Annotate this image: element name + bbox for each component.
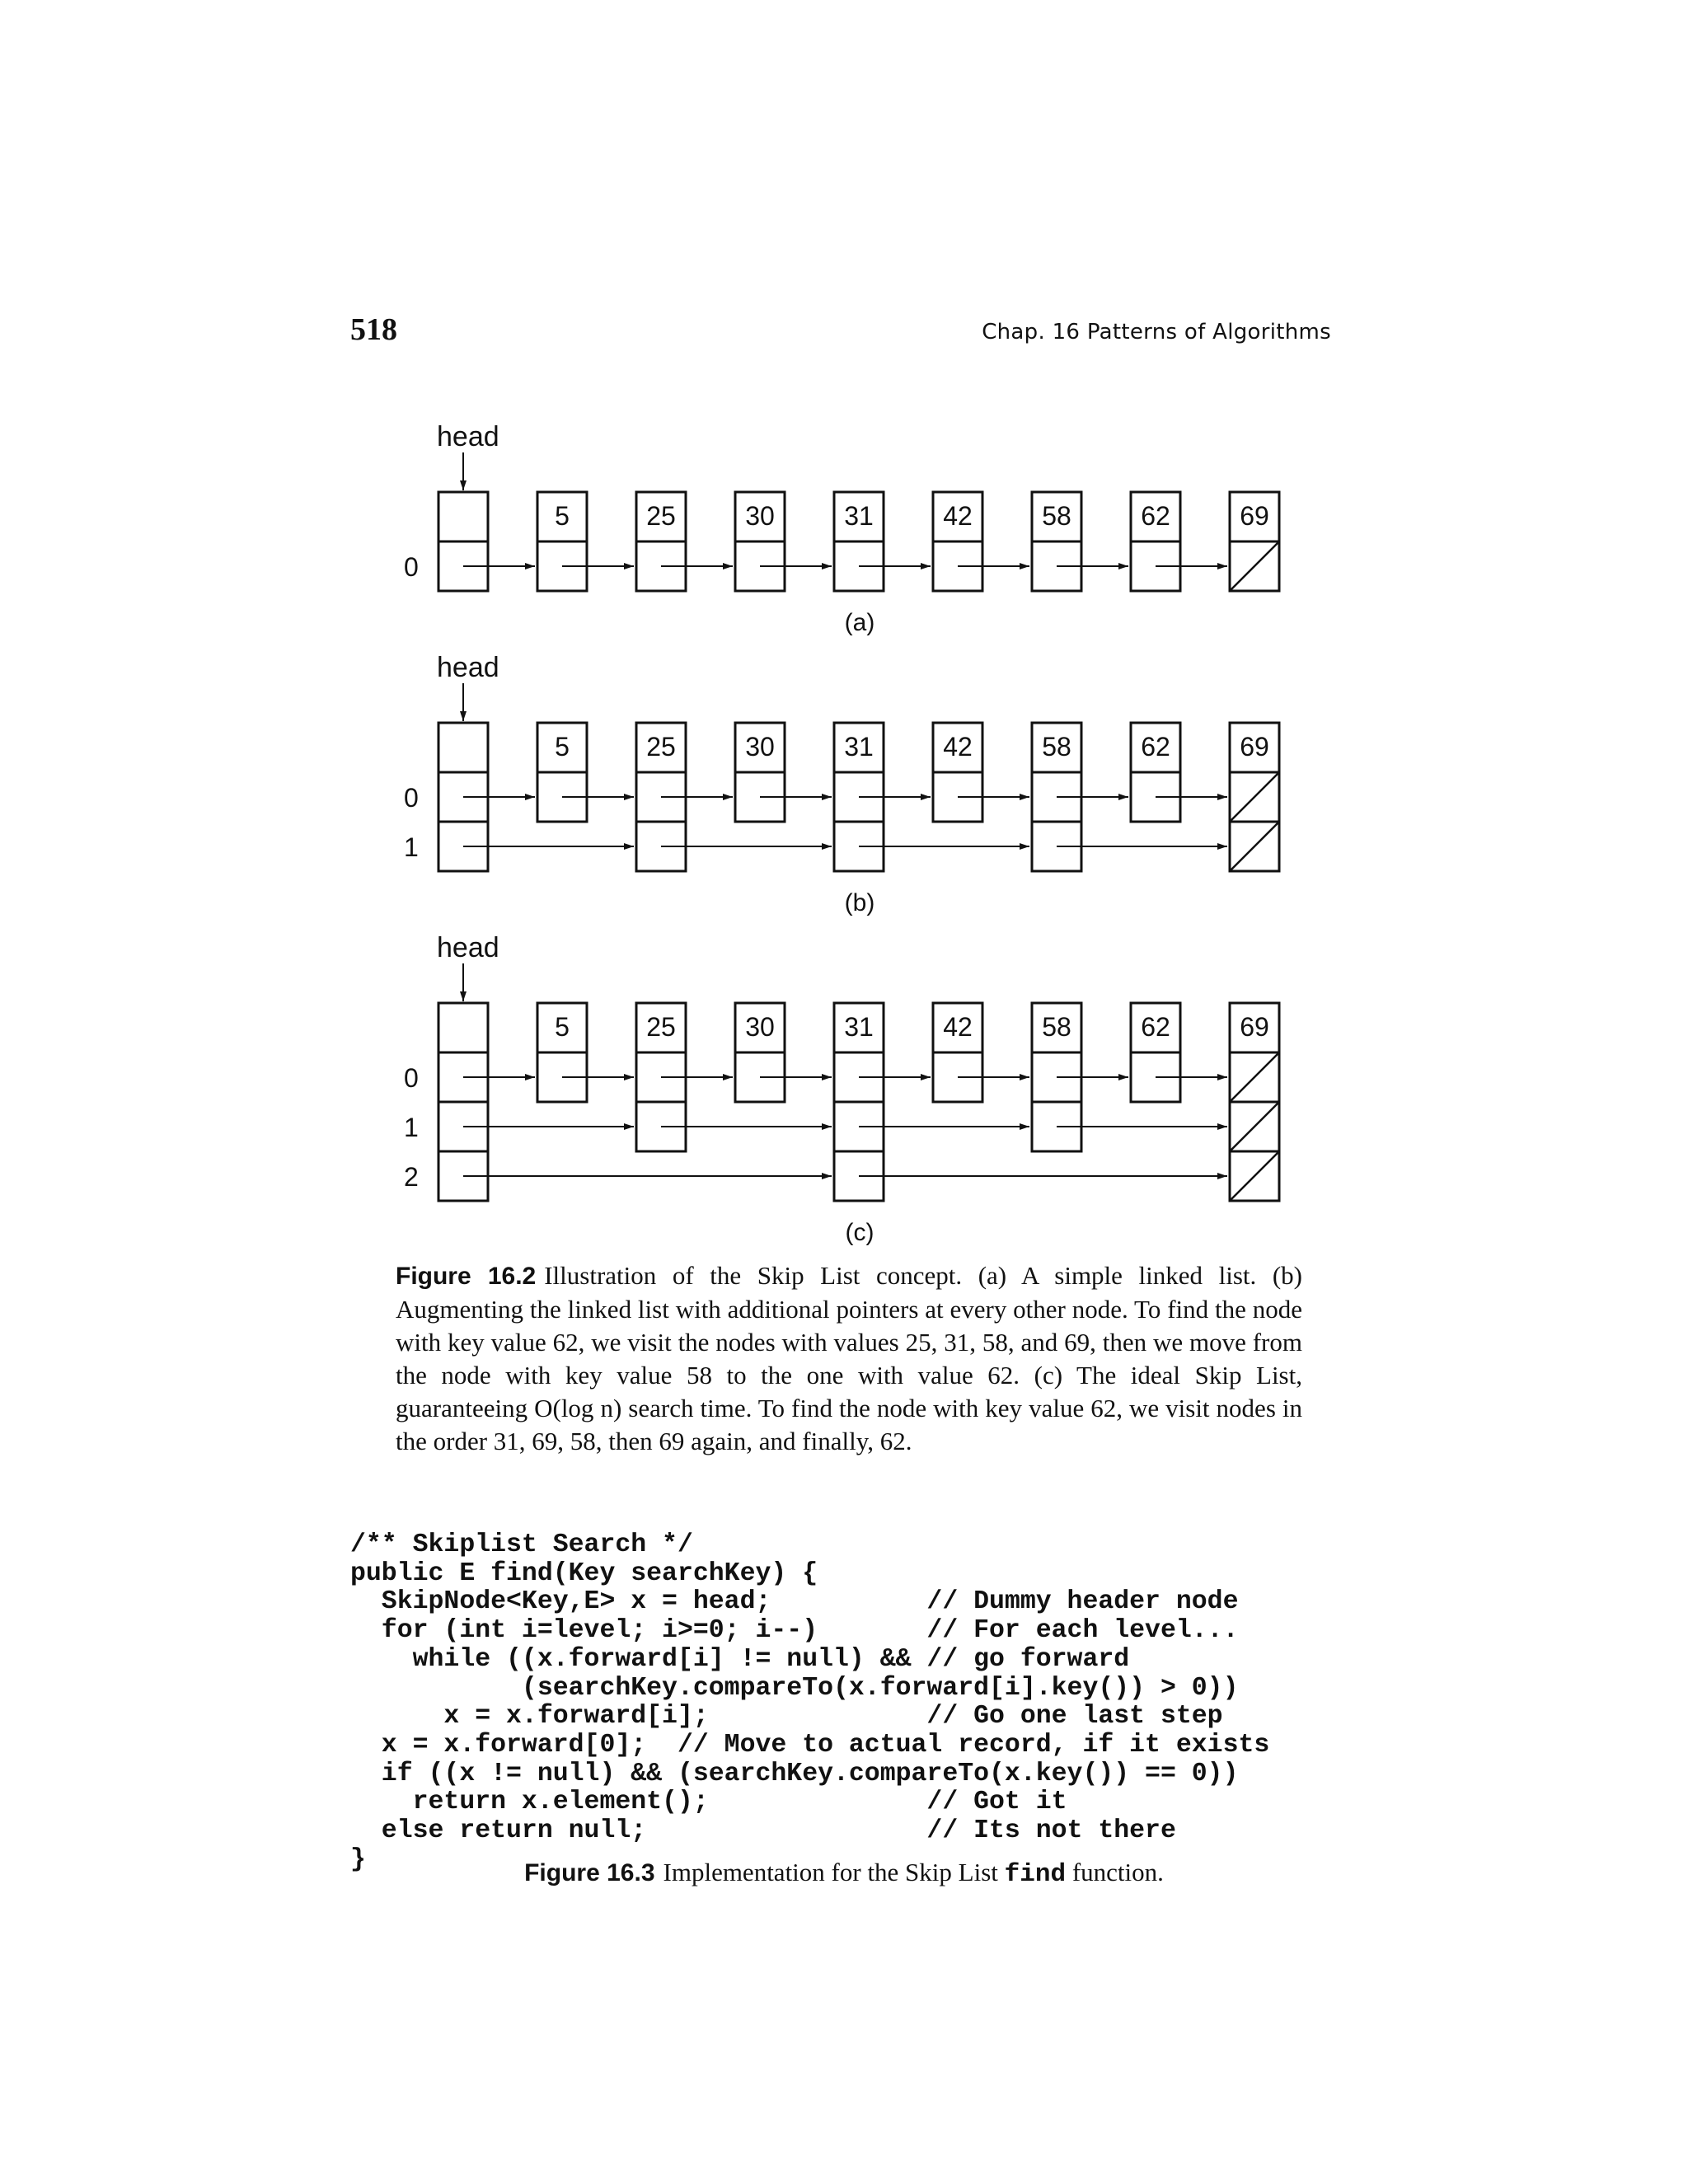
level-label: 1 bbox=[404, 1113, 419, 1142]
node-key: 31 bbox=[844, 732, 874, 762]
null-pointer-slash bbox=[1230, 541, 1279, 591]
panel-label: (b) bbox=[844, 889, 875, 916]
figure-16-2-label: Figure 16.2 bbox=[396, 1263, 537, 1290]
running-head: Chap. 16 Patterns of Algorithms bbox=[982, 320, 1331, 344]
node-key: 62 bbox=[1141, 501, 1170, 531]
panel-label: (a) bbox=[844, 609, 875, 636]
code-line: public E find(Key searchKey) { bbox=[350, 1558, 818, 1588]
node-key: 30 bbox=[745, 501, 775, 531]
level-label: 1 bbox=[404, 832, 419, 862]
code-line: x = x.forward[i]; // Go one last step bbox=[350, 1702, 1223, 1732]
head-node-key-cell bbox=[438, 492, 488, 541]
code-line: } bbox=[350, 1844, 366, 1874]
code-line: if ((x != null) && (searchKey.compareTo(x.key()) == 0)) bbox=[350, 1759, 1239, 1788]
function-name: find bbox=[1004, 1860, 1067, 1889]
caption-text-continued: search time. To find the node with key value 62, we visit nodes in the order 31, 69, 58, then 69 again, and finally, 62. bbox=[396, 1394, 1303, 1455]
head-node-key-cell bbox=[438, 1003, 488, 1052]
code-line: for (int i=level; i>=0; i--) // For each level... bbox=[350, 1616, 1239, 1646]
node-key: 58 bbox=[1042, 501, 1071, 531]
node-key: 31 bbox=[844, 1012, 874, 1042]
null-pointer-slash bbox=[1230, 1052, 1279, 1102]
null-pointer-slash bbox=[1230, 772, 1279, 822]
node-key: 42 bbox=[943, 1012, 973, 1042]
code-line: x = x.forward[0]; // Move to actual record, if it exists bbox=[350, 1730, 1270, 1760]
node-key: 42 bbox=[943, 501, 973, 531]
node-key: 69 bbox=[1240, 732, 1269, 762]
node-key: 69 bbox=[1240, 1012, 1269, 1042]
head-label: head bbox=[437, 421, 499, 452]
head-label: head bbox=[437, 932, 499, 963]
level-label: 0 bbox=[404, 1063, 419, 1093]
level-label: 0 bbox=[404, 783, 419, 813]
caption-text: Implementation for the Skip List bbox=[663, 1858, 998, 1886]
node-key: 25 bbox=[646, 501, 676, 531]
node-key: 5 bbox=[555, 501, 570, 531]
node-key: 5 bbox=[555, 1012, 570, 1042]
node-key: 42 bbox=[943, 732, 973, 762]
node-key: 58 bbox=[1042, 1012, 1071, 1042]
node-key: 62 bbox=[1141, 1012, 1170, 1042]
page-number: 518 bbox=[350, 312, 397, 347]
panel-label: (c) bbox=[845, 1219, 874, 1246]
figure-16-3-label: Figure 16.3 bbox=[524, 1859, 655, 1886]
node-key: 62 bbox=[1141, 732, 1170, 762]
caption-text-end: function. bbox=[1071, 1858, 1164, 1886]
figure-16-2-caption bbox=[396, 1259, 1302, 1458]
complexity-math: O(log n) bbox=[534, 1394, 622, 1422]
head-node-key-cell bbox=[438, 723, 488, 772]
level-label: 2 bbox=[404, 1162, 419, 1192]
node-key: 31 bbox=[844, 501, 874, 531]
node-key: 25 bbox=[646, 732, 676, 762]
null-pointer-slash bbox=[1230, 1151, 1279, 1201]
head-label: head bbox=[437, 652, 499, 683]
code-line: /** Skiplist Search */ bbox=[350, 1530, 693, 1559]
code-line: else return null; // Its not there bbox=[350, 1816, 1176, 1846]
code-line: while ((x.forward[i] != null) && // go forward bbox=[350, 1644, 1130, 1674]
caption-text: Illustration of the Skip List concept. (a) A simple linked list. (b) Augmenting the linked list with additional pointers at every other node. To find the node with key value 62, we visit the nodes with values 25, 31, 58, and 69, then we move from the node with key value 58 to the one with value 62. (c) The ideal Skip List, guaranteeing bbox=[396, 1261, 1302, 1422]
null-pointer-slash bbox=[1230, 1102, 1279, 1151]
null-pointer-slash bbox=[1230, 822, 1279, 871]
node-key: 58 bbox=[1042, 732, 1071, 762]
level-label: 0 bbox=[404, 552, 419, 582]
skiplist-find-code bbox=[350, 1531, 1269, 1874]
code-line: SkipNode<Key,E> x = head; // Dummy header node bbox=[350, 1587, 1239, 1617]
node-key: 30 bbox=[745, 1012, 775, 1042]
code-line: (searchKey.compareTo(x.forward[i].key()) > 0)) bbox=[350, 1673, 1239, 1703]
code-line: return x.element(); // Got it bbox=[350, 1788, 1067, 1817]
figure-16-3-caption bbox=[0, 1858, 1688, 1889]
node-key: 25 bbox=[646, 1012, 676, 1042]
node-key: 69 bbox=[1240, 501, 1269, 531]
node-key: 5 bbox=[555, 732, 570, 762]
node-key: 30 bbox=[745, 732, 775, 762]
